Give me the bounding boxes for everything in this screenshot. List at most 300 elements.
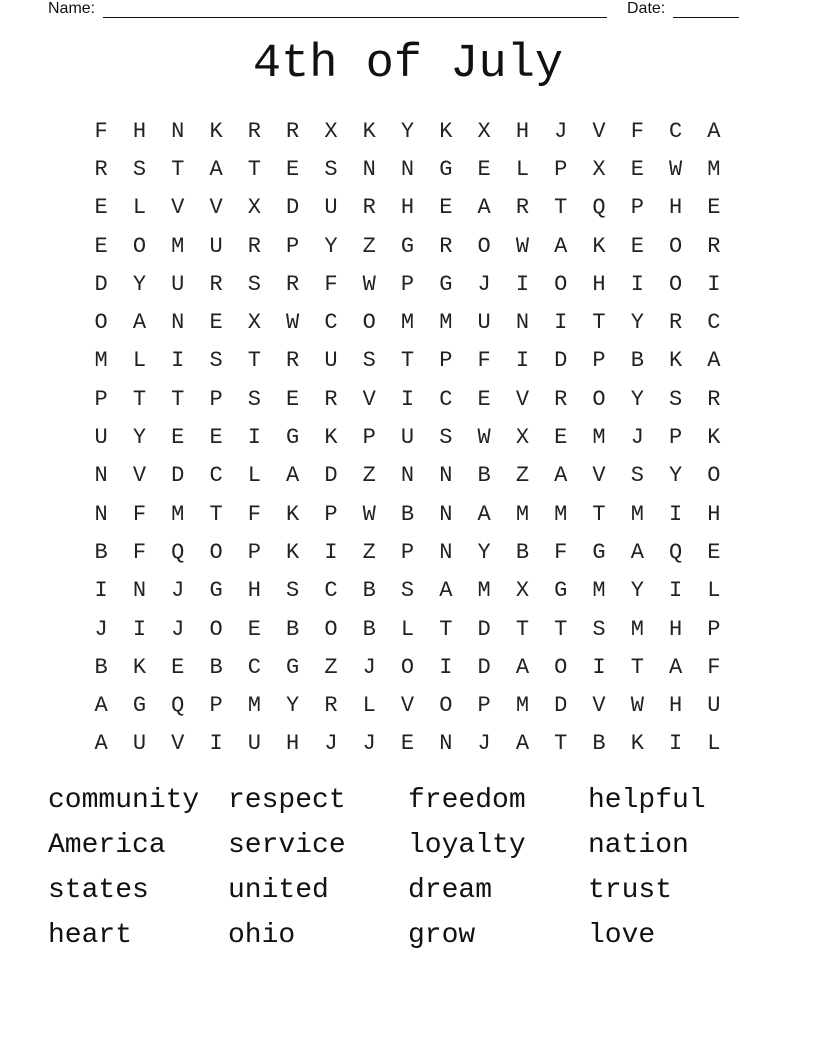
grid-letter: Y <box>477 539 491 565</box>
grid-letter: P <box>592 348 606 374</box>
grid-letter: B <box>94 654 108 680</box>
grid-letter: O <box>362 310 376 336</box>
grid-letter: A <box>439 578 453 604</box>
grid-letter: Q <box>592 195 606 221</box>
grid-letter: X <box>247 195 261 221</box>
grid-letter: Y <box>630 578 644 604</box>
grid-letter: X <box>477 118 491 144</box>
grid-letter: R <box>286 348 300 374</box>
grid-letter: M <box>707 156 721 182</box>
grid-letter: K <box>286 539 300 565</box>
grid-letter: B <box>515 539 530 565</box>
grid-letter: S <box>247 271 261 297</box>
grid-letter: Z <box>362 233 376 259</box>
grid-letter: R <box>324 693 338 719</box>
grid-letter: N <box>439 501 453 527</box>
grid-letter: E <box>286 386 300 412</box>
grid-letter: Y <box>132 271 147 297</box>
grid-letter: I <box>592 654 606 680</box>
grid-letter: Y <box>400 118 415 144</box>
grid-letter: F <box>94 118 108 144</box>
grid-letter: L <box>362 693 376 719</box>
word-list-item: service <box>228 830 346 861</box>
grid-letter: Z <box>362 539 376 565</box>
grid-letter: I <box>247 425 261 451</box>
grid-letter: B <box>94 539 108 565</box>
grid-letter: P <box>400 539 415 565</box>
grid-letter: F <box>132 501 147 527</box>
grid-letter: O <box>439 693 453 719</box>
grid-letter: B <box>400 501 415 527</box>
grid-letter: X <box>515 578 530 604</box>
grid-letter: C <box>669 118 683 144</box>
grid-letter: A <box>669 654 683 680</box>
grid-letter: Q <box>171 539 185 565</box>
grid-letter: T <box>247 348 261 374</box>
grid-letter: V <box>592 118 606 144</box>
grid-letter: S <box>132 156 147 182</box>
grid-letter: K <box>707 425 721 451</box>
grid-letter: T <box>554 731 568 757</box>
grid-letter: A <box>477 195 491 221</box>
grid-letter: N <box>400 463 415 489</box>
grid-letter: Q <box>669 539 683 565</box>
grid-letter: N <box>400 156 415 182</box>
grid-letter: P <box>477 693 491 719</box>
word-list-item: grow <box>408 920 476 951</box>
grid-letter: R <box>707 233 721 259</box>
grid-letter: M <box>94 348 108 374</box>
grid-letter: R <box>94 156 108 182</box>
grid-letter: O <box>400 654 415 680</box>
grid-letter: U <box>707 693 721 719</box>
grid-letter: J <box>630 425 644 451</box>
grid-letter: L <box>132 348 147 374</box>
grid-letter: Z <box>362 463 376 489</box>
grid-letter: P <box>324 501 338 527</box>
grid-letter: W <box>630 693 644 719</box>
grid-letter: M <box>554 501 568 527</box>
grid-letter: B <box>592 731 606 757</box>
grid-letter: I <box>669 578 683 604</box>
grid-letter: D <box>477 616 491 642</box>
grid-letter: A <box>707 348 721 374</box>
word-list-item: united <box>228 875 329 906</box>
grid-letter: F <box>707 654 721 680</box>
grid-letter: S <box>630 463 644 489</box>
grid-letter: M <box>247 693 261 719</box>
grid-letter: E <box>707 539 721 565</box>
grid-letter: G <box>286 425 300 451</box>
grid-letter: S <box>209 348 223 374</box>
grid-letter: D <box>324 463 338 489</box>
grid-letter: I <box>324 539 338 565</box>
grid-letter: P <box>286 233 300 259</box>
grid-letter: H <box>286 731 300 757</box>
grid-letter: A <box>286 463 300 489</box>
grid-letter: N <box>94 501 108 527</box>
grid-letter: K <box>324 425 338 451</box>
grid-letter: C <box>324 310 338 336</box>
grid-letter: R <box>515 195 530 221</box>
grid-letter: G <box>554 578 568 604</box>
grid-letter: P <box>439 348 453 374</box>
grid-letter: E <box>477 386 491 412</box>
grid-letter: T <box>592 310 606 336</box>
grid-letter: I <box>669 731 683 757</box>
grid-letter: T <box>400 348 415 374</box>
grid-letter: M <box>171 501 185 527</box>
grid-letter: O <box>477 233 491 259</box>
word-list-item: love <box>588 920 656 951</box>
grid-letter: T <box>592 501 606 527</box>
grid-letter: T <box>132 386 147 412</box>
grid-letter: X <box>592 156 606 182</box>
grid-letter: X <box>515 425 530 451</box>
grid-letter: I <box>630 271 644 297</box>
grid-letter: E <box>171 425 185 451</box>
word-list <box>48 778 768 958</box>
grid-letter: J <box>477 271 491 297</box>
word-list-item: heart <box>48 920 133 951</box>
grid-letter: R <box>324 386 338 412</box>
grid-letter: E <box>94 233 108 259</box>
grid-letter: S <box>592 616 606 642</box>
word-list-item: respect <box>228 785 346 816</box>
grid-letter: R <box>247 118 261 144</box>
grid-letter: J <box>362 654 376 680</box>
grid-letter: G <box>592 539 606 565</box>
grid-letter: P <box>669 425 683 451</box>
grid-letter: V <box>362 386 376 412</box>
grid-letter: A <box>554 233 568 259</box>
grid-letter: H <box>132 118 147 144</box>
grid-letter: F <box>247 501 261 527</box>
grid-letter: P <box>209 386 223 412</box>
grid-letter: D <box>477 654 491 680</box>
grid-letter: O <box>592 386 606 412</box>
grid-letter: O <box>324 616 338 642</box>
grid-letter: M <box>592 578 606 604</box>
name-label: Name: <box>48 0 96 17</box>
grid-letter: N <box>515 310 530 336</box>
grid-letter: B <box>630 348 644 374</box>
grid-letter: W <box>515 233 530 259</box>
grid-letter: N <box>439 463 453 489</box>
grid-letter: H <box>669 616 683 642</box>
grid-letter: W <box>362 501 376 527</box>
word-list-item: ohio <box>228 920 296 951</box>
grid-letter: X <box>324 118 338 144</box>
grid-letter: S <box>400 578 415 604</box>
grid-letter: F <box>477 348 491 374</box>
grid-letter: E <box>400 731 415 757</box>
grid-letter: Y <box>286 693 300 719</box>
grid-letter: O <box>209 539 223 565</box>
grid-letter: X <box>247 310 261 336</box>
grid-letter: S <box>362 348 376 374</box>
grid-letter: D <box>554 348 568 374</box>
grid-letter: O <box>209 616 223 642</box>
word-list-item: trust <box>588 875 673 906</box>
grid-letter: Y <box>132 425 147 451</box>
grid-letter: P <box>554 156 568 182</box>
grid-letter: R <box>362 195 376 221</box>
grid-letter: B <box>362 578 376 604</box>
grid-letter: O <box>554 654 568 680</box>
grid-letter: J <box>477 731 491 757</box>
grid-letter: U <box>209 233 223 259</box>
date-label: Date: <box>627 0 666 17</box>
grid-letter: D <box>554 693 568 719</box>
name-line <box>103 17 607 18</box>
grid-letter: N <box>439 731 453 757</box>
grid-letter: G <box>400 233 415 259</box>
grid-letter: A <box>707 118 721 144</box>
grid-letter: K <box>362 118 376 144</box>
grid-letter: I <box>171 348 185 374</box>
grid-letter: T <box>515 616 530 642</box>
grid-letter: R <box>554 386 568 412</box>
grid-letter: B <box>209 654 223 680</box>
grid-letter: V <box>209 195 223 221</box>
page-title: 4th of July <box>252 38 564 91</box>
grid-letter: J <box>171 616 185 642</box>
grid-letter: M <box>592 425 606 451</box>
grid-letter: V <box>592 693 606 719</box>
grid-letter: I <box>94 578 108 604</box>
grid-letter: C <box>324 578 338 604</box>
grid-letter: O <box>707 463 721 489</box>
grid-letter: D <box>94 271 108 297</box>
grid-letter: P <box>707 616 721 642</box>
grid-letter: U <box>132 731 147 757</box>
worksheet-header <box>48 0 748 20</box>
grid-letter: E <box>171 654 185 680</box>
grid-letter: E <box>477 156 491 182</box>
grid-letter: G <box>209 578 223 604</box>
grid-letter: S <box>324 156 338 182</box>
grid-letter: R <box>439 233 453 259</box>
grid-letter: G <box>132 693 147 719</box>
grid-letter: M <box>477 578 491 604</box>
grid-letter: E <box>286 156 300 182</box>
date-line <box>673 17 739 18</box>
grid-letter: I <box>132 616 147 642</box>
grid-letter: W <box>362 271 376 297</box>
grid-letter: K <box>592 233 606 259</box>
grid-letter: I <box>439 654 453 680</box>
grid-letter: E <box>439 195 453 221</box>
grid-letter: U <box>324 348 338 374</box>
grid-letter: M <box>630 616 644 642</box>
grid-letter: I <box>707 271 721 297</box>
grid-letter: E <box>554 425 568 451</box>
grid-letter: M <box>439 310 453 336</box>
grid-letter: K <box>209 118 223 144</box>
grid-letter: W <box>669 156 683 182</box>
grid-letter: T <box>554 195 568 221</box>
grid-letter: O <box>132 233 147 259</box>
grid-letter: I <box>400 386 415 412</box>
grid-letter: A <box>554 463 568 489</box>
grid-letter: I <box>554 310 568 336</box>
grid-letter: O <box>94 310 108 336</box>
grid-letter: F <box>132 539 147 565</box>
grid-letter: N <box>171 310 185 336</box>
grid-letter: Y <box>324 233 338 259</box>
grid-letter: W <box>477 425 491 451</box>
grid-letter: F <box>630 118 644 144</box>
grid-letter: B <box>362 616 376 642</box>
grid-letter: R <box>669 310 683 336</box>
grid-letter: W <box>286 310 300 336</box>
grid-letter: S <box>286 578 300 604</box>
grid-letter: T <box>247 156 261 182</box>
grid-letter: P <box>94 386 108 412</box>
grid-letter: R <box>707 386 721 412</box>
grid-letter: G <box>286 654 300 680</box>
grid-letter: L <box>707 578 721 604</box>
grid-letter: U <box>477 310 491 336</box>
word-list-item: dream <box>408 875 493 906</box>
grid-letter: P <box>247 539 261 565</box>
grid-letter: V <box>171 195 185 221</box>
grid-letter: N <box>132 578 147 604</box>
grid-letter: Y <box>630 310 644 336</box>
grid-letter: K <box>132 654 147 680</box>
grid-letter: T <box>171 386 185 412</box>
grid-letter: O <box>669 233 683 259</box>
grid-letter: S <box>439 425 453 451</box>
grid-letter: Y <box>669 463 683 489</box>
grid-letter: A <box>94 693 108 719</box>
grid-letter: N <box>362 156 376 182</box>
grid-letter: E <box>209 310 223 336</box>
grid-letter: H <box>400 195 415 221</box>
grid-letter: O <box>554 271 568 297</box>
word-list-item: community <box>48 785 200 816</box>
grid-letter: F <box>324 271 338 297</box>
grid-letter: I <box>669 501 683 527</box>
grid-letter: Z <box>515 463 530 489</box>
grid-letter: E <box>247 616 261 642</box>
grid-letter: L <box>132 195 147 221</box>
grid-letter: N <box>94 463 108 489</box>
word-list-item: nation <box>588 830 689 861</box>
grid-letter: M <box>515 501 530 527</box>
grid-letter: A <box>630 539 644 565</box>
grid-letter: L <box>707 731 721 757</box>
grid-letter: J <box>324 731 338 757</box>
grid-letter: U <box>94 425 108 451</box>
grid-letter: V <box>171 731 185 757</box>
grid-letter: J <box>362 731 376 757</box>
grid-letter: U <box>171 271 185 297</box>
grid-letter: E <box>94 195 108 221</box>
word-list-item: states <box>48 875 149 906</box>
grid-letter: J <box>94 616 108 642</box>
grid-letter: R <box>286 118 300 144</box>
grid-letter: K <box>286 501 300 527</box>
grid-letter: P <box>209 693 223 719</box>
grid-letter: B <box>477 463 491 489</box>
grid-letter: H <box>669 195 683 221</box>
grid-letter: B <box>286 616 300 642</box>
grid-letter: V <box>515 386 530 412</box>
grid-letter: A <box>209 156 223 182</box>
grid-letter: H <box>669 693 683 719</box>
grid-letter: U <box>247 731 261 757</box>
grid-letter: T <box>630 654 644 680</box>
grid-letter: V <box>592 463 606 489</box>
grid-letter: C <box>209 463 223 489</box>
grid-letter: L <box>515 156 530 182</box>
word-list-item: loyalty <box>408 830 526 861</box>
grid-letter: M <box>630 501 644 527</box>
grid-letter: H <box>707 501 721 527</box>
grid-letter: H <box>515 118 530 144</box>
grid-letter: C <box>439 386 453 412</box>
grid-letter: N <box>171 118 185 144</box>
grid-letter: K <box>669 348 683 374</box>
grid-letter: E <box>630 233 644 259</box>
grid-letter: A <box>515 731 530 757</box>
grid-letter: V <box>400 693 415 719</box>
grid-letter: I <box>515 348 530 374</box>
grid-letter: J <box>554 118 568 144</box>
grid-letter: L <box>247 463 261 489</box>
grid-letter: L <box>400 616 415 642</box>
word-list-item: helpful <box>588 785 706 816</box>
grid-letter: S <box>247 386 261 412</box>
grid-letter: C <box>247 654 261 680</box>
letter-grid <box>82 112 734 763</box>
grid-letter: D <box>171 463 185 489</box>
grid-letter: J <box>171 578 185 604</box>
grid-letter: A <box>515 654 530 680</box>
grid-letter: A <box>94 731 108 757</box>
grid-letter: Q <box>171 693 185 719</box>
word-list-item: America <box>48 830 166 861</box>
grid-letter: E <box>630 156 644 182</box>
grid-letter: A <box>477 501 491 527</box>
grid-letter: T <box>171 156 185 182</box>
grid-letter: I <box>515 271 530 297</box>
grid-letter: K <box>439 118 453 144</box>
grid-letter: D <box>286 195 300 221</box>
grid-letter: P <box>362 425 376 451</box>
grid-letter: C <box>707 310 721 336</box>
grid-letter: M <box>515 693 530 719</box>
grid-letter: K <box>630 731 644 757</box>
grid-letter: A <box>132 310 147 336</box>
grid-letter: G <box>439 271 453 297</box>
grid-letter: V <box>132 463 147 489</box>
grid-letter: E <box>209 425 223 451</box>
grid-letter: H <box>592 271 606 297</box>
grid-letter: S <box>669 386 683 412</box>
grid-letter: M <box>400 310 415 336</box>
grid-letter: H <box>247 578 261 604</box>
grid-letter: E <box>707 195 721 221</box>
grid-letter: N <box>439 539 453 565</box>
grid-letter: Y <box>630 386 644 412</box>
grid-letter: G <box>439 156 453 182</box>
grid-letter: O <box>669 271 683 297</box>
grid-letter: U <box>324 195 338 221</box>
grid-letter: T <box>554 616 568 642</box>
